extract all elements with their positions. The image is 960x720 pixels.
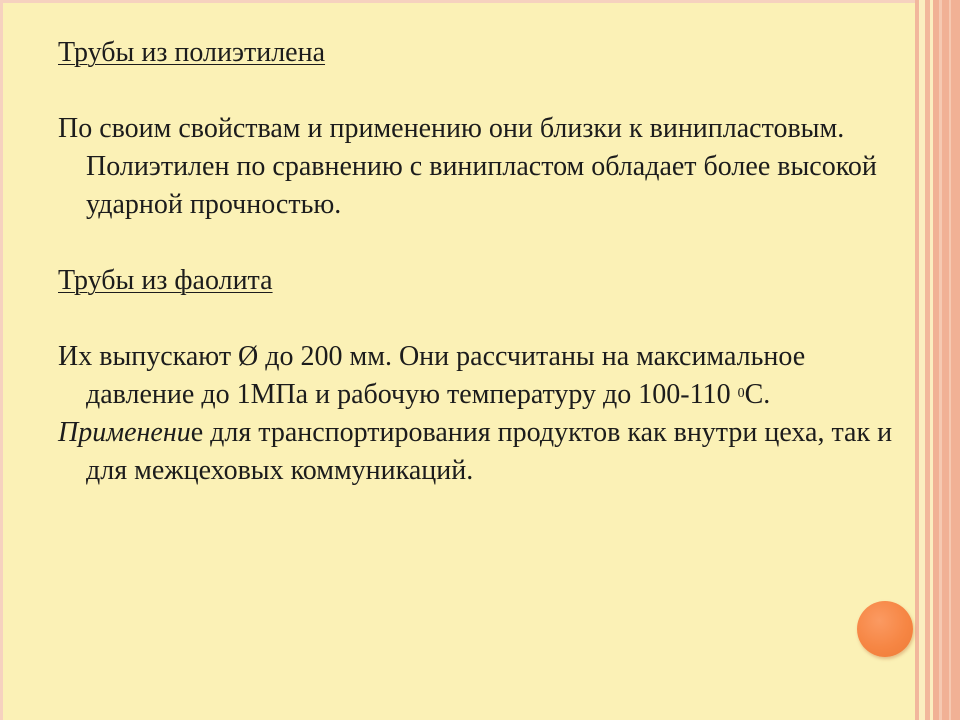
spacer [58, 224, 908, 262]
faolite-heading: Трубы из фаолита [58, 265, 273, 296]
polyethylene-heading: Трубы из полиэтилена [58, 37, 326, 68]
faolite-heading-row [58, 262, 908, 300]
left-border [0, 0, 3, 720]
application-lead: Применени [58, 417, 191, 448]
polyethylene-paragraph: По своим свойствам и применению они близки к винипластовым. Полиэтилен по сравнению с винипластом обладает более высокой ударной прочностью. [58, 113, 877, 220]
faolite-paragraph-text: Их выпускают Ø до 200 мм. Они рассчитаны на максимальное давление до 1МПа и рабочую температуру до 100-110 [58, 341, 806, 410]
celsius-unit: С. [744, 379, 771, 410]
spacer [58, 300, 908, 338]
faolite-paragraph [58, 338, 908, 414]
degree-sign: 0 [737, 386, 745, 401]
spacer [58, 72, 908, 110]
application-paragraph [58, 414, 908, 490]
top-border [0, 0, 915, 3]
polyethylene-heading-row [58, 34, 908, 72]
slide-body [58, 34, 908, 490]
decorative-stripe-band [933, 0, 960, 720]
application-text: е для транспортирования продуктов как внутри цеха, так и для межцеховых коммуникаций. [86, 417, 893, 486]
orange-circle-decoration [857, 601, 913, 657]
